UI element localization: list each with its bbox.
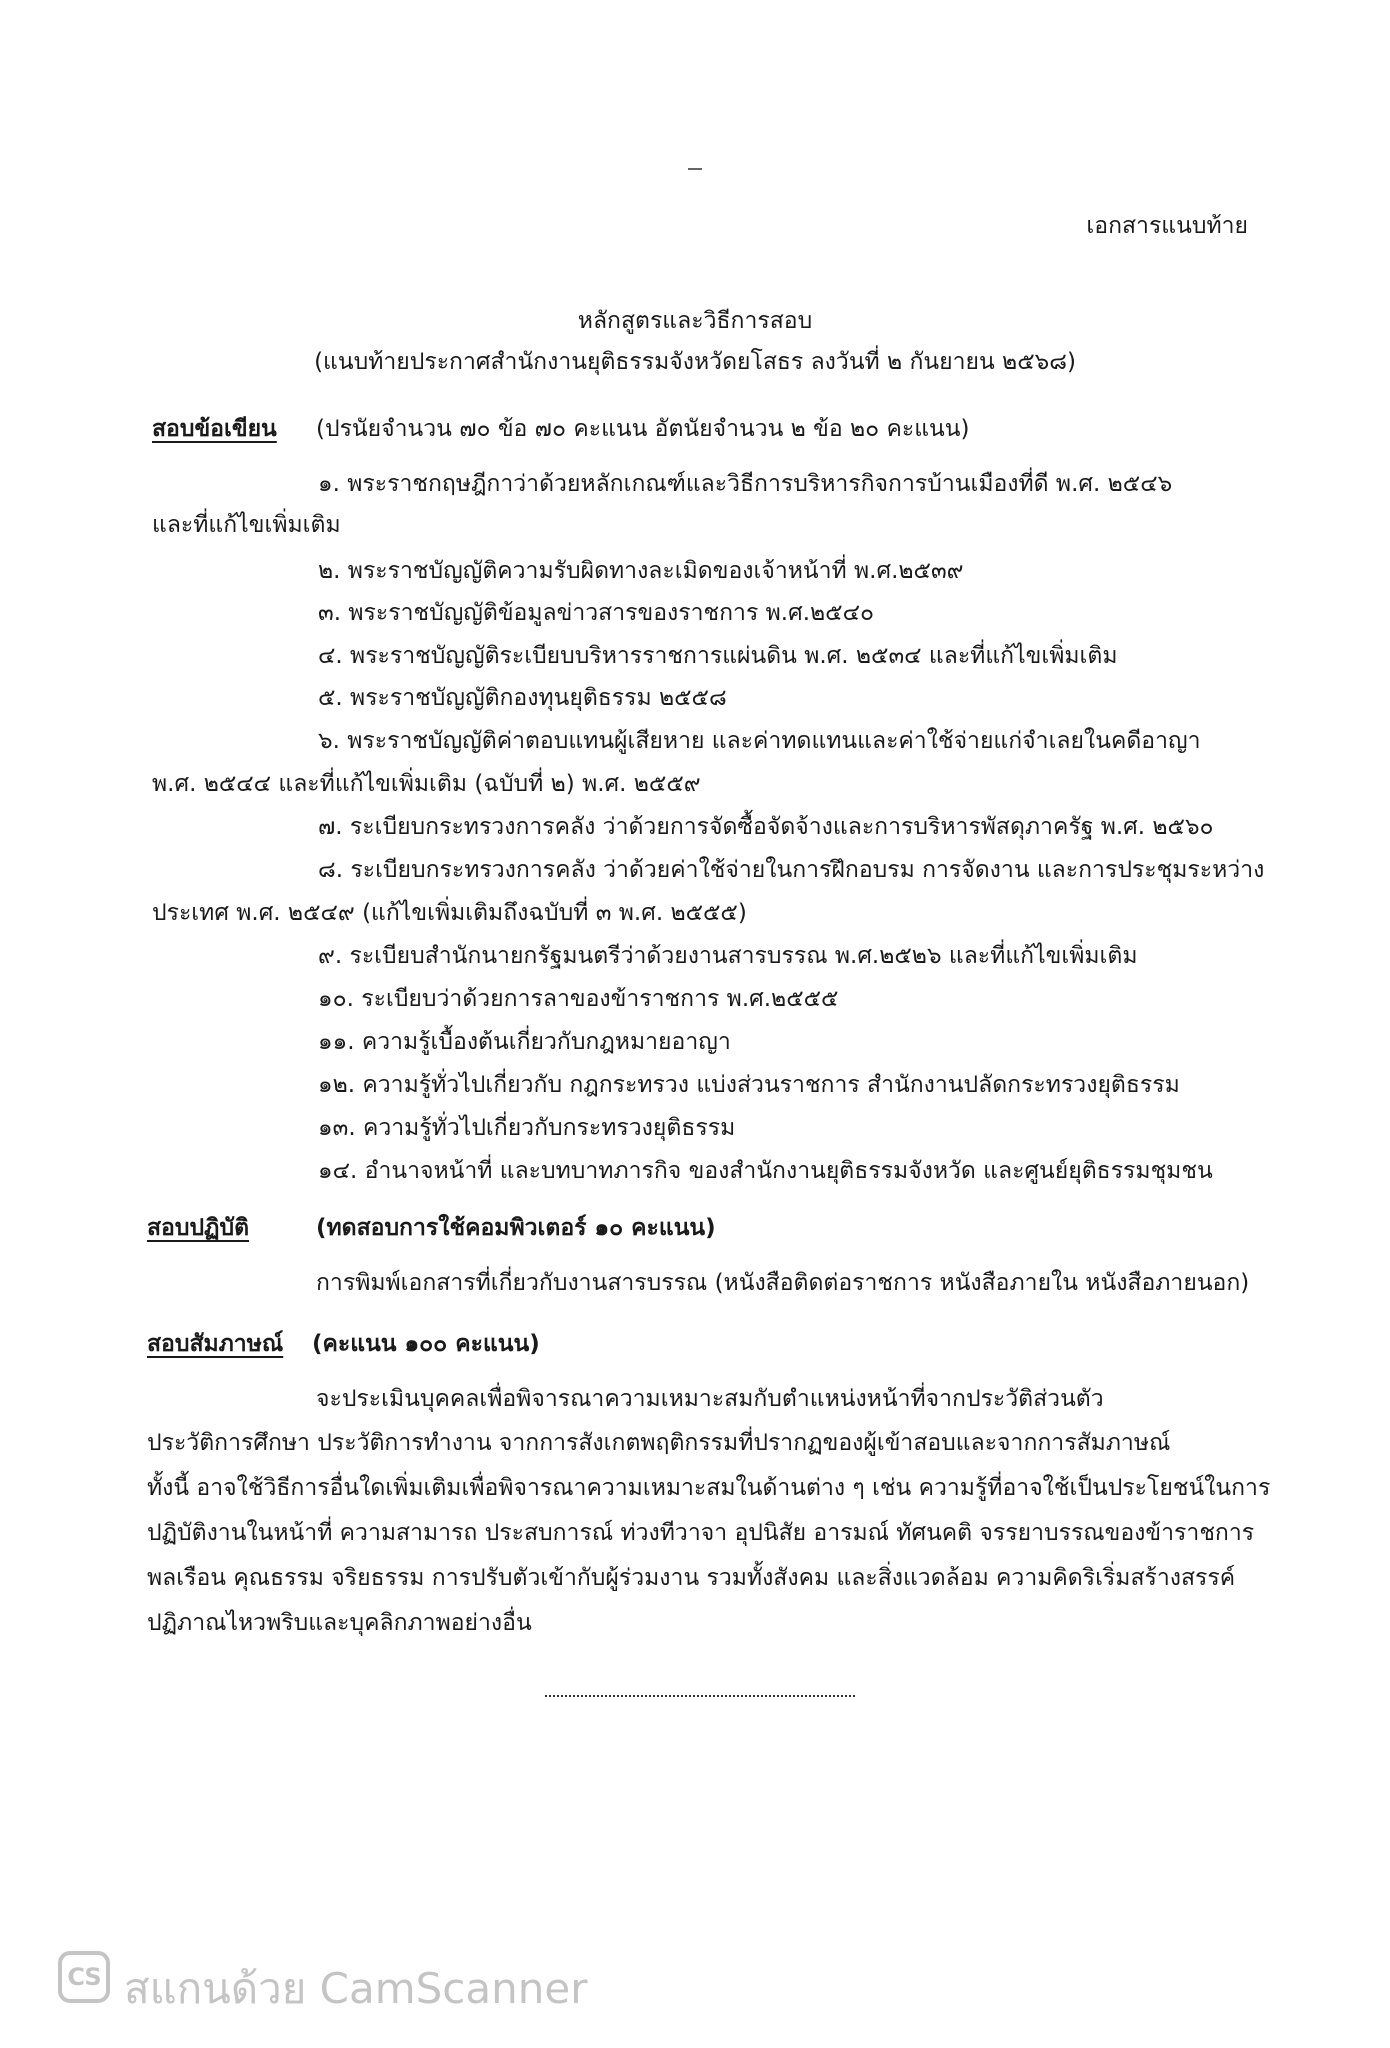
written-item-continuation: พ.ศ. ๒๕๔๔ และที่แก้ไขเพิ่มเติม (ฉบับที่ ๒) พ.ศ. ๒๕๕๙: [152, 771, 701, 797]
written-item: ๔. พระราชบัญญัติระเบียบบริหารราชการแผ่นดิน พ.ศ. ๒๕๓๔ และที่แก้ไขเพิ่มเติม: [318, 643, 1118, 669]
practical-exam-heading: สอบปฏิบัติ: [147, 1215, 250, 1241]
camscanner-logo-icon: [58, 1951, 110, 2003]
interview-line: ประวัติการศึกษา ประวัติการทำงาน จากการสังเกตพฤติกรรมที่ปรากฏของผู้เข้าสอบและจากการสัมภาษณ์: [147, 1430, 1171, 1456]
written-item: ๑๓. ความรู้ทั่วไปเกี่ยวกับกระทรวงยุติธรรม: [318, 1115, 736, 1141]
written-exam-detail: (ปรนัยจำนวน ๗๐ ข้อ ๗๐ คะแนน อัตนัยจำนวน ๒ ข้อ ๒๐ คะแนน): [316, 416, 970, 442]
practical-exam-detail: (ทดสอบการใช้คอมพิวเตอร์ ๑๐ คะแนน): [316, 1215, 716, 1241]
written-item: ๕. พระราชบัญญัติกองทุนยุติธรรม ๒๕๕๘: [318, 685, 727, 711]
interview-heading: สอบสัมภาษณ์: [147, 1331, 284, 1357]
interview-line: พลเรือน คุณธรรม จริยธรรม การปรับตัวเข้ากับผู้ร่วมงาน รวมทั้งสังคม และสิ่งแวดล้อม ความคิดริเริ่มสร้างสรรค์: [147, 1565, 1236, 1591]
camscanner-watermark-text: สแกนด้วย CamScanner: [124, 1964, 588, 2013]
written-item: ๑๐. ระเบียบว่าด้วยการลาของข้าราชการ พ.ศ.๒๕๕๕: [318, 986, 839, 1012]
written-item: ๘. ระเบียบกระทรวงการคลัง ว่าด้วยค่าใช้จ่ายในการฝึกอบรม การจัดงาน และการประชุมระหว่าง: [318, 857, 1265, 883]
written-item: ๑๔. อำนาจหน้าที่ และบทบาทภารกิจ ของสำนักงานยุติธรรมจังหวัด และศูนย์ยุติธรรมชุมชน: [318, 1158, 1213, 1184]
interview-line: จะประเมินบุคคลเพื่อพิจารณาความเหมาะสมกับตำแหน่งหน้าที่จากประวัติส่วนตัว: [316, 1386, 1104, 1412]
written-item: ๓. พระราชบัญญัติข้อมูลข่าวสารของราชการ พ.ศ.๒๕๔๐: [318, 600, 875, 626]
written-item: ๑. พระราชกฤษฎีกาว่าด้วยหลักเกณฑ์และวิธีการบริหารกิจการบ้านเมืองที่ดี พ.ศ. ๒๕๔๖: [318, 471, 1173, 497]
attachment-label: เอกสารแนบท้าย: [1086, 213, 1248, 239]
written-item: ๑๑. ความรู้เบื้องต้นเกี่ยวกับกฎหมายอาญา: [318, 1029, 731, 1055]
interview-line: ปฏิบัติงานในหน้าที่ ความสามารถ ประสบการณ์ ท่วงทีวาจา อุปนิสัย อารมณ์ ทัศนคติ จรรยาบรรณของข้าราชการ: [147, 1520, 1255, 1546]
document-subtitle: (แนบท้ายประกาศสำนักงานยุติธรรมจังหวัดยโสธร ลงวันที่ ๒ กันยายน ๒๕๖๘): [314, 349, 1076, 375]
written-item-continuation: และที่แก้ไขเพิ่มเติม: [152, 512, 341, 538]
written-exam-heading: สอบข้อเขียน: [152, 416, 277, 442]
written-item: ๖. พระราชบัญญัติค่าตอบแทนผู้เสียหาย และค่าทดแทนและค่าใช้จ่ายแก่จำเลยในคดีอาญา: [318, 728, 1201, 754]
document-title: หลักสูตรและวิธีการสอบ: [577, 308, 813, 334]
interview-line: ทั้งนี้ อาจใช้วิธีการอื่นใดเพิ่มเติมเพื่อพิจารณาความเหมาะสมในด้านต่าง ๆ เช่น ความรู้ที่อาจใช้เป็นประโยชน์ในการ: [147, 1475, 1271, 1501]
written-item: ๗. ระเบียบกระทรวงการคลัง ว่าด้วยการจัดซื้อจัดจ้างและการบริหารพัสดุภาครัฐ พ.ศ. ๒๕๖๐: [318, 814, 1214, 840]
camscanner-logo-text: CS: [67, 1963, 101, 1991]
scan-speck: [688, 168, 702, 170]
interview-detail: (คะแนน ๑๐๐ คะแนน): [312, 1331, 540, 1357]
written-item-continuation: ประเทศ พ.ศ. ๒๕๔๙ (แก้ไขเพิ่มเติมถึงฉบับที่ ๓ พ.ศ. ๒๕๕๕): [152, 900, 747, 926]
interview-line: ปฏิภาณไหวพริบและบุคลิกภาพอย่างอื่น: [147, 1610, 532, 1636]
written-item: ๙. ระเบียบสำนักนายกรัฐมนตรีว่าด้วยงานสารบรรณ พ.ศ.๒๕๒๖ และที่แก้ไขเพิ่มเติม: [318, 943, 1138, 969]
written-item: ๒. พระราชบัญญัติความรับผิดทางละเมิดของเจ้าหน้าที่ พ.ศ.๒๕๓๙: [318, 558, 964, 584]
written-item: ๑๒. ความรู้ทั่วไปเกี่ยวกับ กฎกระทรวง แบ่งส่วนราชการ สำนักงานปลัดกระทรวงยุติธรรม: [318, 1072, 1180, 1098]
end-dotted-line: [545, 1695, 855, 1697]
practical-exam-line: การพิมพ์เอกสารที่เกี่ยวกับงานสารบรรณ (หนังสือติดต่อราชการ หนังสือภายใน หนังสือภายนอก): [316, 1270, 1250, 1296]
